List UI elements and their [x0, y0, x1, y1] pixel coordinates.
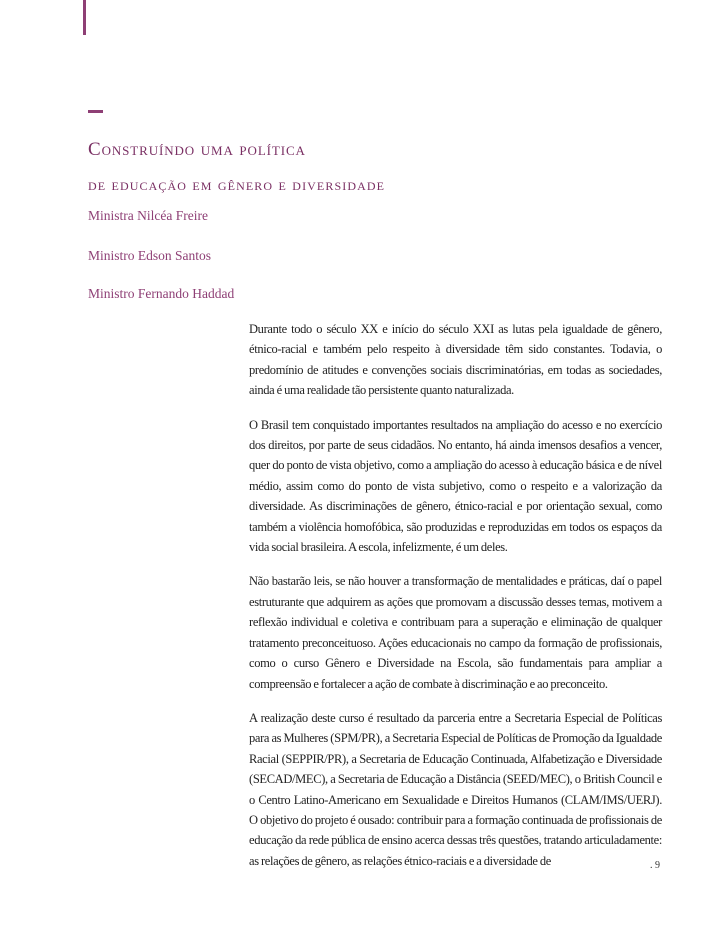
- title-line-2: de educação em gênero e diversidade: [88, 175, 386, 194]
- paragraph-3: Não bastarão leis, se não houver a transformação de mentalidades e práticas, daí o papel estruturante que adquirem as ações que promovam a discussão desses temas, motivem a reflexão individual e coletiva e contribuam para a superação e eliminação de qualquer tratamento preconceituoso. Ações educacionais no campo da formação de profissionais, como o curso Gênero e Diversidade na Escola, são fundamentais para ampliar a compreensão e fortalecer a ação de combate à discriminação e ao preconceito.: [249, 574, 662, 691]
- paragraph-1: Durante todo o século XX e início do século XXI as lutas pela igualdade de gênero, étnico-racial e também pelo respeito à diversidade têm sido constantes. Todavia, o predomínio de atitudes e convenções sociais discriminatórias, em todas as sociedades, ainda é uma realidade tão persistente quanto naturalizada.: [249, 322, 662, 398]
- paragraph-4: A realização deste curso é resultado da parceria entre a Secretaria Especial de Políticas para as Mulheres (SPM/PR), a Secretaria Especial de Políticas de Promoção da Igualdade Racial (SEPPIR/PR), a Secretaria de Educação Continuada, Alfabetização e Diversidade (SECAD/MEC), a Secretaria de Educação a Distância (SEED/MEC), o British Council e o Centro Latino-Americano em Sexualidade e Direitos Humanos (CLAM/IMS/UERJ). O objetivo do projeto é ousado: contribuir para a formação continuada de profissionais de educação da rede pública de ensino acerca dessas três questões, tratando articuladamente: as relações de gênero, as relações étnico-raciais e a diversidade de: [249, 710, 662, 868]
- author-2: Ministro Edson Santos: [88, 248, 212, 263]
- body-text: [249, 319, 662, 885]
- margin-accent-bar: [83, 0, 86, 35]
- paragraph-2: O Brasil tem conquistado importantes resultados na ampliação do acesso e no exercício dos direitos, por parte de seus cidadãos. No entanto, há ainda imensos desafios a vencer, quer do ponto de vista objetivo, como a ampliação do acesso à educação básica e de nível médio, assim como do ponto de vista subjetivo, como o respeito e a valorização da diversidade. As discriminações de gênero, étnico-racial e por orientação sexual, como também a violência homofóbica, são produzidas e reproduzidas em todos os espaços da vida social brasileira. A escola, infelizmente, é um deles.: [249, 417, 662, 555]
- page-number: . 9: [650, 860, 660, 871]
- author-3: Ministro Fernando Haddad: [88, 286, 235, 301]
- title-line-1: Construíndo uma política: [88, 139, 306, 160]
- author-1: Ministra Nilcéa Freire: [88, 208, 208, 223]
- title-accent-dash: [88, 110, 103, 113]
